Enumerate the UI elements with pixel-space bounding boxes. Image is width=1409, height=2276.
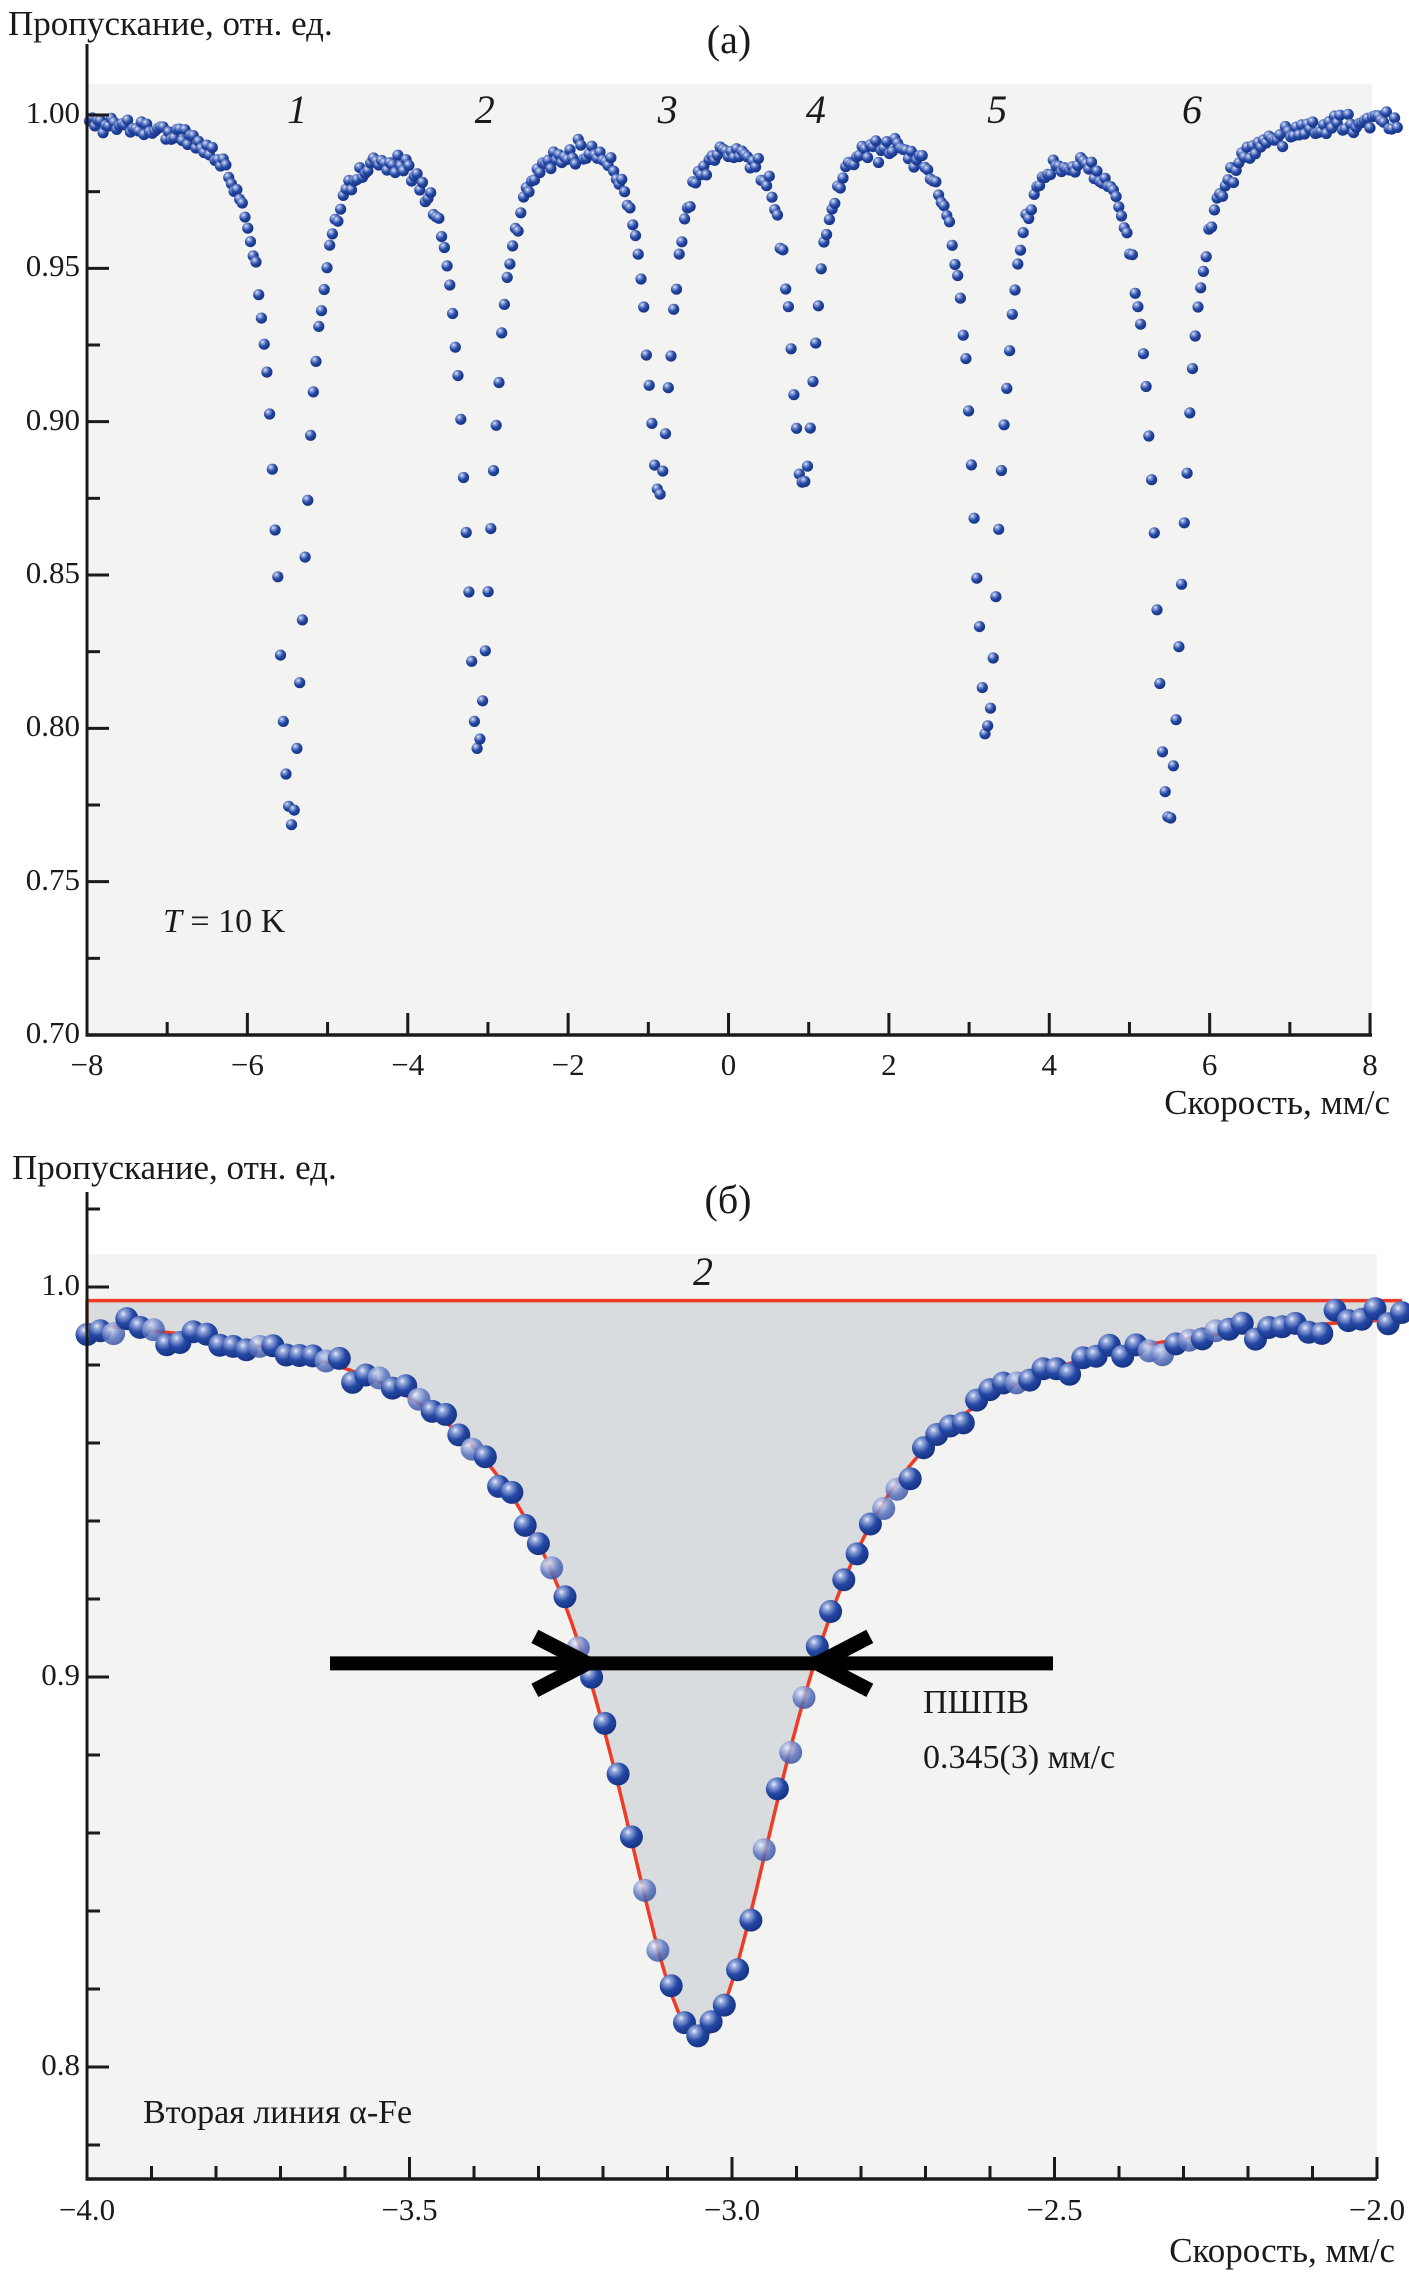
data-point	[966, 459, 977, 470]
panel-a-y-axis-title: Пропускание, отн. ед.	[8, 4, 333, 43]
data-point	[436, 231, 447, 242]
data-point	[779, 1741, 802, 1764]
data-point	[977, 682, 988, 693]
data-point	[805, 423, 816, 434]
data-point	[947, 240, 958, 251]
data-point	[824, 214, 835, 225]
data-point	[267, 464, 278, 475]
data-point	[1012, 258, 1023, 269]
data-point	[1009, 284, 1020, 295]
data-point	[302, 495, 313, 506]
data-point	[1141, 381, 1152, 392]
data-point	[930, 176, 941, 187]
data-point	[791, 423, 802, 434]
data-point	[300, 552, 311, 563]
data-point	[963, 405, 974, 416]
data-point	[846, 1542, 869, 1565]
data-point	[328, 1347, 351, 1370]
data-point	[944, 216, 955, 227]
data-point	[1026, 204, 1037, 215]
data-point	[1154, 678, 1165, 689]
data-point	[1195, 282, 1206, 293]
x-tick-label: −4	[391, 1047, 425, 1082]
data-point	[507, 240, 518, 251]
data-point	[1135, 319, 1146, 330]
data-point	[439, 242, 450, 253]
data-point	[500, 1481, 523, 1504]
data-point	[483, 586, 494, 597]
data-point	[726, 1958, 749, 1981]
x-tick-label: −2.0	[1348, 2192, 1406, 2227]
data-point	[1168, 760, 1179, 771]
data-point	[627, 219, 638, 230]
y-tick-label: 1.0	[41, 1267, 80, 1302]
data-point	[764, 171, 775, 182]
data-point	[327, 228, 338, 239]
data-point	[996, 465, 1007, 476]
data-point	[554, 1585, 577, 1608]
data-point	[1132, 301, 1143, 312]
panel-a-plot	[84, 44, 1403, 1035]
data-point	[917, 150, 928, 161]
data-point	[499, 299, 510, 310]
data-point	[452, 370, 463, 381]
fwhm-annotation-value: 0.345(3) мм/с	[923, 1739, 1116, 1776]
data-point	[761, 180, 772, 191]
peak-number-label: 2	[474, 87, 495, 132]
data-point	[1173, 641, 1184, 652]
data-point	[540, 1556, 563, 1579]
data-point	[485, 523, 496, 534]
data-point	[575, 140, 586, 151]
data-point	[974, 621, 985, 632]
data-point	[1277, 141, 1288, 152]
data-point	[821, 229, 832, 240]
data-point	[772, 209, 783, 220]
data-point	[444, 279, 455, 290]
data-point	[1111, 191, 1122, 202]
data-point	[701, 169, 712, 180]
data-point	[1201, 251, 1212, 262]
data-point	[1004, 345, 1015, 356]
data-point	[261, 367, 272, 378]
data-point	[1364, 122, 1375, 133]
data-point	[802, 461, 813, 472]
data-point	[624, 202, 635, 213]
data-point	[425, 187, 436, 198]
y-tick-label: 1.00	[25, 95, 80, 130]
peak-number-label: 4	[805, 87, 826, 132]
data-point	[685, 201, 696, 212]
data-point	[264, 408, 275, 419]
x-tick-label: 4	[1041, 1047, 1058, 1082]
data-point	[646, 1939, 669, 1962]
data-point	[335, 204, 346, 215]
x-tick-label: 6	[1201, 1047, 1218, 1082]
data-point	[816, 263, 827, 274]
peak-number-label: 3	[657, 87, 678, 132]
data-point	[231, 184, 242, 195]
data-point	[993, 524, 1004, 535]
data-point	[620, 1825, 643, 1848]
data-point	[319, 284, 330, 295]
data-point	[289, 805, 300, 816]
y-tick-label: 0.85	[25, 555, 80, 590]
data-point	[332, 216, 343, 227]
peak-number-label: 6	[1182, 87, 1203, 132]
data-point	[985, 703, 996, 714]
data-point	[253, 289, 264, 300]
data-point	[807, 376, 818, 387]
data-point	[1015, 245, 1026, 256]
data-point	[713, 1994, 736, 2017]
data-point	[960, 353, 971, 364]
data-point	[1198, 266, 1209, 277]
data-point	[1007, 309, 1018, 320]
data-point	[1187, 363, 1198, 374]
data-point	[259, 339, 270, 350]
data-point	[480, 645, 491, 656]
data-point	[515, 207, 526, 218]
data-point	[676, 236, 687, 247]
peak-number-label: 1	[287, 87, 308, 132]
data-point	[513, 226, 524, 237]
data-point	[810, 338, 821, 349]
data-point	[310, 356, 321, 367]
panel-a-x-axis-title: Скорость, мм/с	[1164, 1083, 1390, 1122]
data-point	[605, 152, 616, 163]
data-point	[474, 733, 485, 744]
data-point	[308, 386, 319, 397]
data-point	[862, 152, 873, 163]
data-point	[294, 677, 305, 688]
data-point	[447, 308, 458, 319]
data-point	[786, 343, 797, 354]
data-point	[1127, 249, 1138, 260]
x-tick-label: 0	[720, 1047, 737, 1082]
data-point	[1310, 1322, 1333, 1345]
data-point	[417, 177, 428, 188]
y-tick-label: 0.95	[25, 248, 80, 284]
plot-area-background	[87, 84, 1372, 1035]
data-point	[275, 650, 286, 661]
data-point	[242, 223, 253, 234]
x-tick-label: −3.0	[703, 2192, 761, 2227]
data-point	[1171, 714, 1182, 725]
data-point	[270, 524, 281, 535]
data-point	[256, 313, 267, 324]
data-point	[502, 272, 513, 283]
data-point	[291, 743, 302, 754]
x-tick-label: −3.5	[381, 2192, 438, 2227]
data-point	[324, 240, 335, 251]
temperature-symbol: T	[163, 903, 182, 940]
data-point	[674, 249, 685, 260]
data-point	[245, 236, 256, 247]
data-point	[1146, 474, 1157, 485]
data-point	[641, 350, 652, 361]
data-point	[660, 1974, 683, 1997]
data-point	[527, 1532, 550, 1555]
data-point	[665, 350, 676, 361]
data-point	[1392, 122, 1403, 133]
data-point	[819, 1600, 842, 1623]
data-point	[316, 305, 327, 316]
panel-a-label: (а)	[706, 17, 752, 62]
data-point	[1179, 517, 1190, 528]
data-point	[433, 213, 444, 224]
data-point	[635, 273, 646, 284]
data-point	[1343, 109, 1354, 120]
data-point	[1217, 191, 1228, 202]
data-point	[1228, 177, 1239, 188]
x-tick-label: −2	[551, 1047, 585, 1082]
data-point	[1151, 604, 1162, 615]
data-point	[633, 1879, 656, 1902]
data-point	[207, 142, 218, 153]
data-point	[899, 1467, 922, 1490]
data-point	[837, 172, 848, 183]
data-point	[793, 1686, 816, 1709]
y-tick-label: 0.90	[25, 401, 80, 437]
fwhm-annotation-title: ПШПВ	[923, 1684, 1030, 1721]
data-point	[1160, 786, 1171, 797]
data-point	[1192, 301, 1203, 312]
data-point	[607, 1763, 630, 1786]
data-point	[671, 284, 682, 295]
data-point	[788, 389, 799, 400]
data-point	[982, 720, 993, 731]
data-point	[442, 260, 453, 271]
data-point	[1001, 383, 1012, 394]
data-point	[873, 157, 884, 168]
data-point	[616, 174, 627, 185]
data-point	[1116, 210, 1127, 221]
data-point	[305, 430, 316, 441]
data-point	[450, 342, 461, 353]
data-point	[1184, 407, 1195, 418]
data-point	[321, 262, 332, 273]
data-point	[813, 300, 824, 311]
x-tick-label: −8	[70, 1047, 104, 1082]
data-point	[463, 586, 474, 597]
peak-number-label: 2	[692, 1249, 713, 1294]
data-point	[491, 420, 502, 431]
data-point	[663, 382, 674, 393]
data-point	[780, 283, 791, 294]
data-point	[1307, 116, 1318, 127]
data-point	[1138, 348, 1149, 359]
data-point	[1209, 204, 1220, 215]
data-point	[403, 160, 414, 171]
data-point	[753, 1838, 776, 1861]
x-tick-label: −4.0	[58, 2192, 116, 2227]
data-point	[766, 192, 777, 203]
data-point	[1130, 288, 1141, 299]
data-point	[633, 249, 644, 260]
data-point	[990, 591, 1001, 602]
data-point	[922, 164, 933, 175]
data-point	[766, 1777, 789, 1800]
data-point	[644, 380, 655, 391]
data-point	[280, 768, 291, 779]
data-point	[239, 212, 250, 223]
data-point	[655, 489, 666, 500]
x-tick-label: −2.5	[1026, 2192, 1083, 2227]
data-point	[872, 1497, 895, 1520]
data-point	[952, 270, 963, 281]
panel-b-x-axis-title: Скорость, мм/с	[1169, 2231, 1395, 2270]
data-point	[278, 716, 289, 727]
data-point	[829, 198, 840, 209]
data-point	[434, 1403, 457, 1426]
y-tick-label: 0.8	[41, 2047, 80, 2082]
data-point	[955, 293, 966, 304]
data-point	[1018, 227, 1029, 238]
data-point	[1157, 746, 1168, 757]
data-point	[220, 159, 231, 170]
data-point	[952, 1411, 975, 1434]
data-point	[988, 652, 999, 663]
data-point	[461, 527, 472, 538]
data-point	[250, 256, 261, 267]
data-point	[458, 472, 469, 483]
data-point	[832, 1568, 855, 1591]
data-point	[753, 153, 764, 164]
data-point	[799, 476, 810, 487]
data-point	[466, 656, 477, 667]
panel-b-plot	[76, 1192, 1409, 2179]
data-point	[777, 244, 788, 255]
data-point	[938, 200, 949, 211]
data-point	[958, 330, 969, 341]
data-point	[619, 186, 630, 197]
data-point	[1206, 221, 1217, 232]
data-point	[1149, 527, 1160, 538]
panel-b-label: (б)	[704, 1177, 752, 1222]
x-tick-label: 8	[1362, 1047, 1378, 1082]
data-point	[496, 327, 507, 338]
data-point	[971, 573, 982, 584]
data-point	[999, 419, 1010, 430]
data-point	[638, 301, 649, 312]
data-point	[969, 513, 980, 524]
data-point	[455, 414, 466, 425]
panel-b-y-axis-title: Пропускание, отн. ед.	[12, 1148, 337, 1187]
data-point	[679, 213, 690, 224]
data-point	[1121, 227, 1132, 238]
x-tick-label: −6	[230, 1047, 264, 1082]
data-point	[1176, 579, 1187, 590]
peak-number-label: 5	[987, 87, 1008, 132]
data-point	[313, 321, 324, 332]
data-point	[1190, 330, 1201, 341]
data-point	[297, 614, 308, 625]
data-point	[783, 301, 794, 312]
data-point	[1389, 112, 1400, 123]
data-point	[657, 466, 668, 477]
data-point	[1165, 812, 1176, 823]
panel-a-temperature-annotation	[163, 903, 285, 941]
data-point	[272, 571, 283, 582]
data-point	[488, 465, 499, 476]
data-point	[1182, 468, 1193, 479]
data-point	[646, 418, 657, 429]
panel-b-line-note: Вторая линия α-Fe	[143, 2094, 413, 2131]
y-tick-label: 0.80	[25, 708, 80, 744]
data-point	[660, 428, 671, 439]
data-point	[477, 695, 488, 706]
data-point	[469, 716, 480, 727]
data-point	[949, 259, 960, 270]
data-point	[286, 819, 297, 830]
data-point	[474, 1445, 497, 1468]
y-tick-label: 0.70	[25, 1015, 80, 1050]
y-tick-label: 0.75	[25, 861, 80, 897]
data-point	[630, 230, 641, 241]
x-tick-label: 2	[881, 1047, 897, 1082]
data-point	[668, 304, 679, 315]
data-point	[237, 197, 248, 208]
data-point	[1143, 430, 1154, 441]
data-point	[493, 377, 504, 388]
data-point	[739, 1909, 762, 1932]
temperature-value: = 10 K	[181, 903, 286, 940]
y-tick-label: 0.9	[41, 1657, 80, 1692]
data-point	[504, 258, 515, 269]
data-point	[593, 1712, 616, 1735]
data-point	[835, 182, 846, 193]
data-point	[523, 186, 534, 197]
